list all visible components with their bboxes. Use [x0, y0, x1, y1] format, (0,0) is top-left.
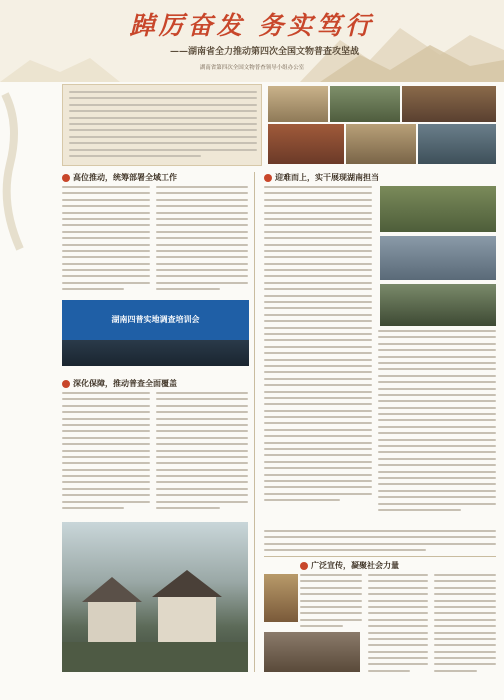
- photo-relic: [346, 124, 416, 164]
- photo-field: [330, 86, 400, 122]
- section-heading-4: 广泛宣传，凝聚社会力量: [300, 560, 399, 571]
- section-2-column-1: [62, 392, 150, 518]
- section-1-column-2: [156, 186, 248, 298]
- intro-box: [62, 84, 262, 166]
- photo-public-event: [264, 632, 360, 672]
- section-divider: [264, 556, 496, 557]
- section-2-column-2: [156, 392, 248, 518]
- photo-exhibition: [264, 574, 298, 622]
- photo-landscape: [418, 124, 496, 164]
- section-1-column-1: [62, 186, 150, 298]
- photo-training-banner: [62, 300, 249, 366]
- page-title: 踔厉奋发 务实笃行: [129, 11, 375, 40]
- section-marker-icon: [62, 174, 70, 182]
- section-3-column-2: [378, 330, 496, 526]
- brush-decoration: [0, 84, 60, 254]
- photo-village: [62, 522, 248, 672]
- section-4-column-3: [434, 574, 496, 674]
- photo-survey-team: [380, 186, 496, 232]
- section-marker-icon: [264, 174, 272, 182]
- section-marker-icon: [62, 380, 70, 388]
- section-heading-3: 迎难而上，实干展现湖南担当: [264, 172, 379, 183]
- byline: 湖南省第四次全国文物普查领导小组办公室: [199, 65, 305, 71]
- section-heading-2: 深化保障，推动普查全面覆盖: [62, 378, 177, 389]
- section-3-bottom-text: [264, 530, 496, 558]
- section-3-column-1: [264, 186, 372, 526]
- section-4-column-2: [368, 574, 428, 674]
- photo-building: [402, 86, 496, 122]
- section-heading-1: 高位推动，统筹部署全域工作: [62, 172, 177, 183]
- photo-exhibit: [268, 124, 344, 164]
- photo-meeting: [268, 86, 328, 122]
- banner-title: 湖南四普实地调查培训会: [111, 315, 200, 324]
- page-subtitle: ——湖南省全力推动第四次全国文物普查攻坚战: [170, 47, 360, 57]
- village-illustration: [62, 522, 248, 672]
- audience-area: [62, 340, 249, 366]
- intro-text: [69, 91, 257, 161]
- photo-forest-survey: [380, 284, 496, 326]
- column-divider: [254, 172, 255, 672]
- photo-mountain-survey: [380, 236, 496, 280]
- page-header: [0, 0, 504, 82]
- section-marker-icon: [300, 562, 308, 570]
- banner-caption: [62, 368, 249, 372]
- section-4-column-1: [300, 574, 362, 630]
